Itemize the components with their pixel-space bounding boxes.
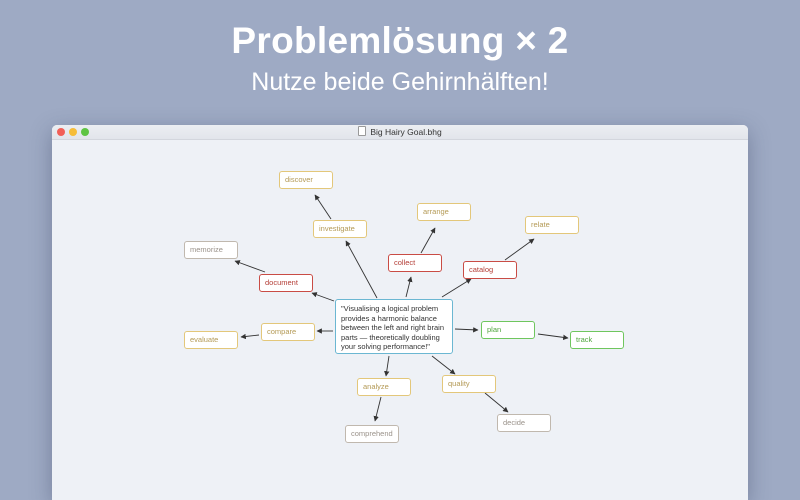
headline: Problemlösung × 2 [231,20,569,61]
node-plan[interactable]: plan [481,321,535,339]
edge-central-document [312,293,334,301]
node-analyze[interactable]: analyze [357,378,411,396]
edge-plan-track [538,334,568,338]
node-comprehend[interactable]: comprehend [345,425,399,443]
node-relate[interactable]: relate [525,216,579,234]
edge-collect-arrange [421,228,435,253]
edge-investigate-discover [315,195,331,219]
node-track[interactable]: track [570,331,624,349]
edge-catalog-relate [505,239,534,260]
app-window [52,125,748,500]
node-investigate[interactable]: investigate [313,220,367,238]
edge-compare-evaluate [241,335,259,337]
node-catalog[interactable]: catalog [463,261,517,279]
edge-central-quality [432,356,455,374]
document-title-text: Big Hairy Goal.bhg [370,127,442,137]
edge-analyze-comprehend [375,397,381,421]
edge-central-catalog [442,279,471,297]
edge-central-investigate [346,241,377,298]
node-discover[interactable]: discover [279,171,333,189]
edge-quality-decide [485,393,508,412]
central-node[interactable]: "Visualising a logical problem provides a harmonic balance between the left and right brain parts — theoretically doubling your solving performance!" [335,299,453,354]
node-memorize[interactable]: memorize [184,241,238,259]
edge-document-memorize [235,261,265,272]
node-evaluate[interactable]: evaluate [184,331,238,349]
edge-central-analyze [386,356,389,376]
node-collect[interactable]: collect [388,254,442,272]
edge-central-plan [455,329,478,330]
node-compare[interactable]: compare [261,323,315,341]
node-document[interactable]: document [259,274,313,292]
edge-central-collect [406,277,411,297]
node-quality[interactable]: quality [442,375,496,393]
node-decide[interactable]: decide [497,414,551,432]
subheadline: Nutze beide Gehirnhälften! [251,68,549,96]
node-arrange[interactable]: arrange [417,203,471,221]
